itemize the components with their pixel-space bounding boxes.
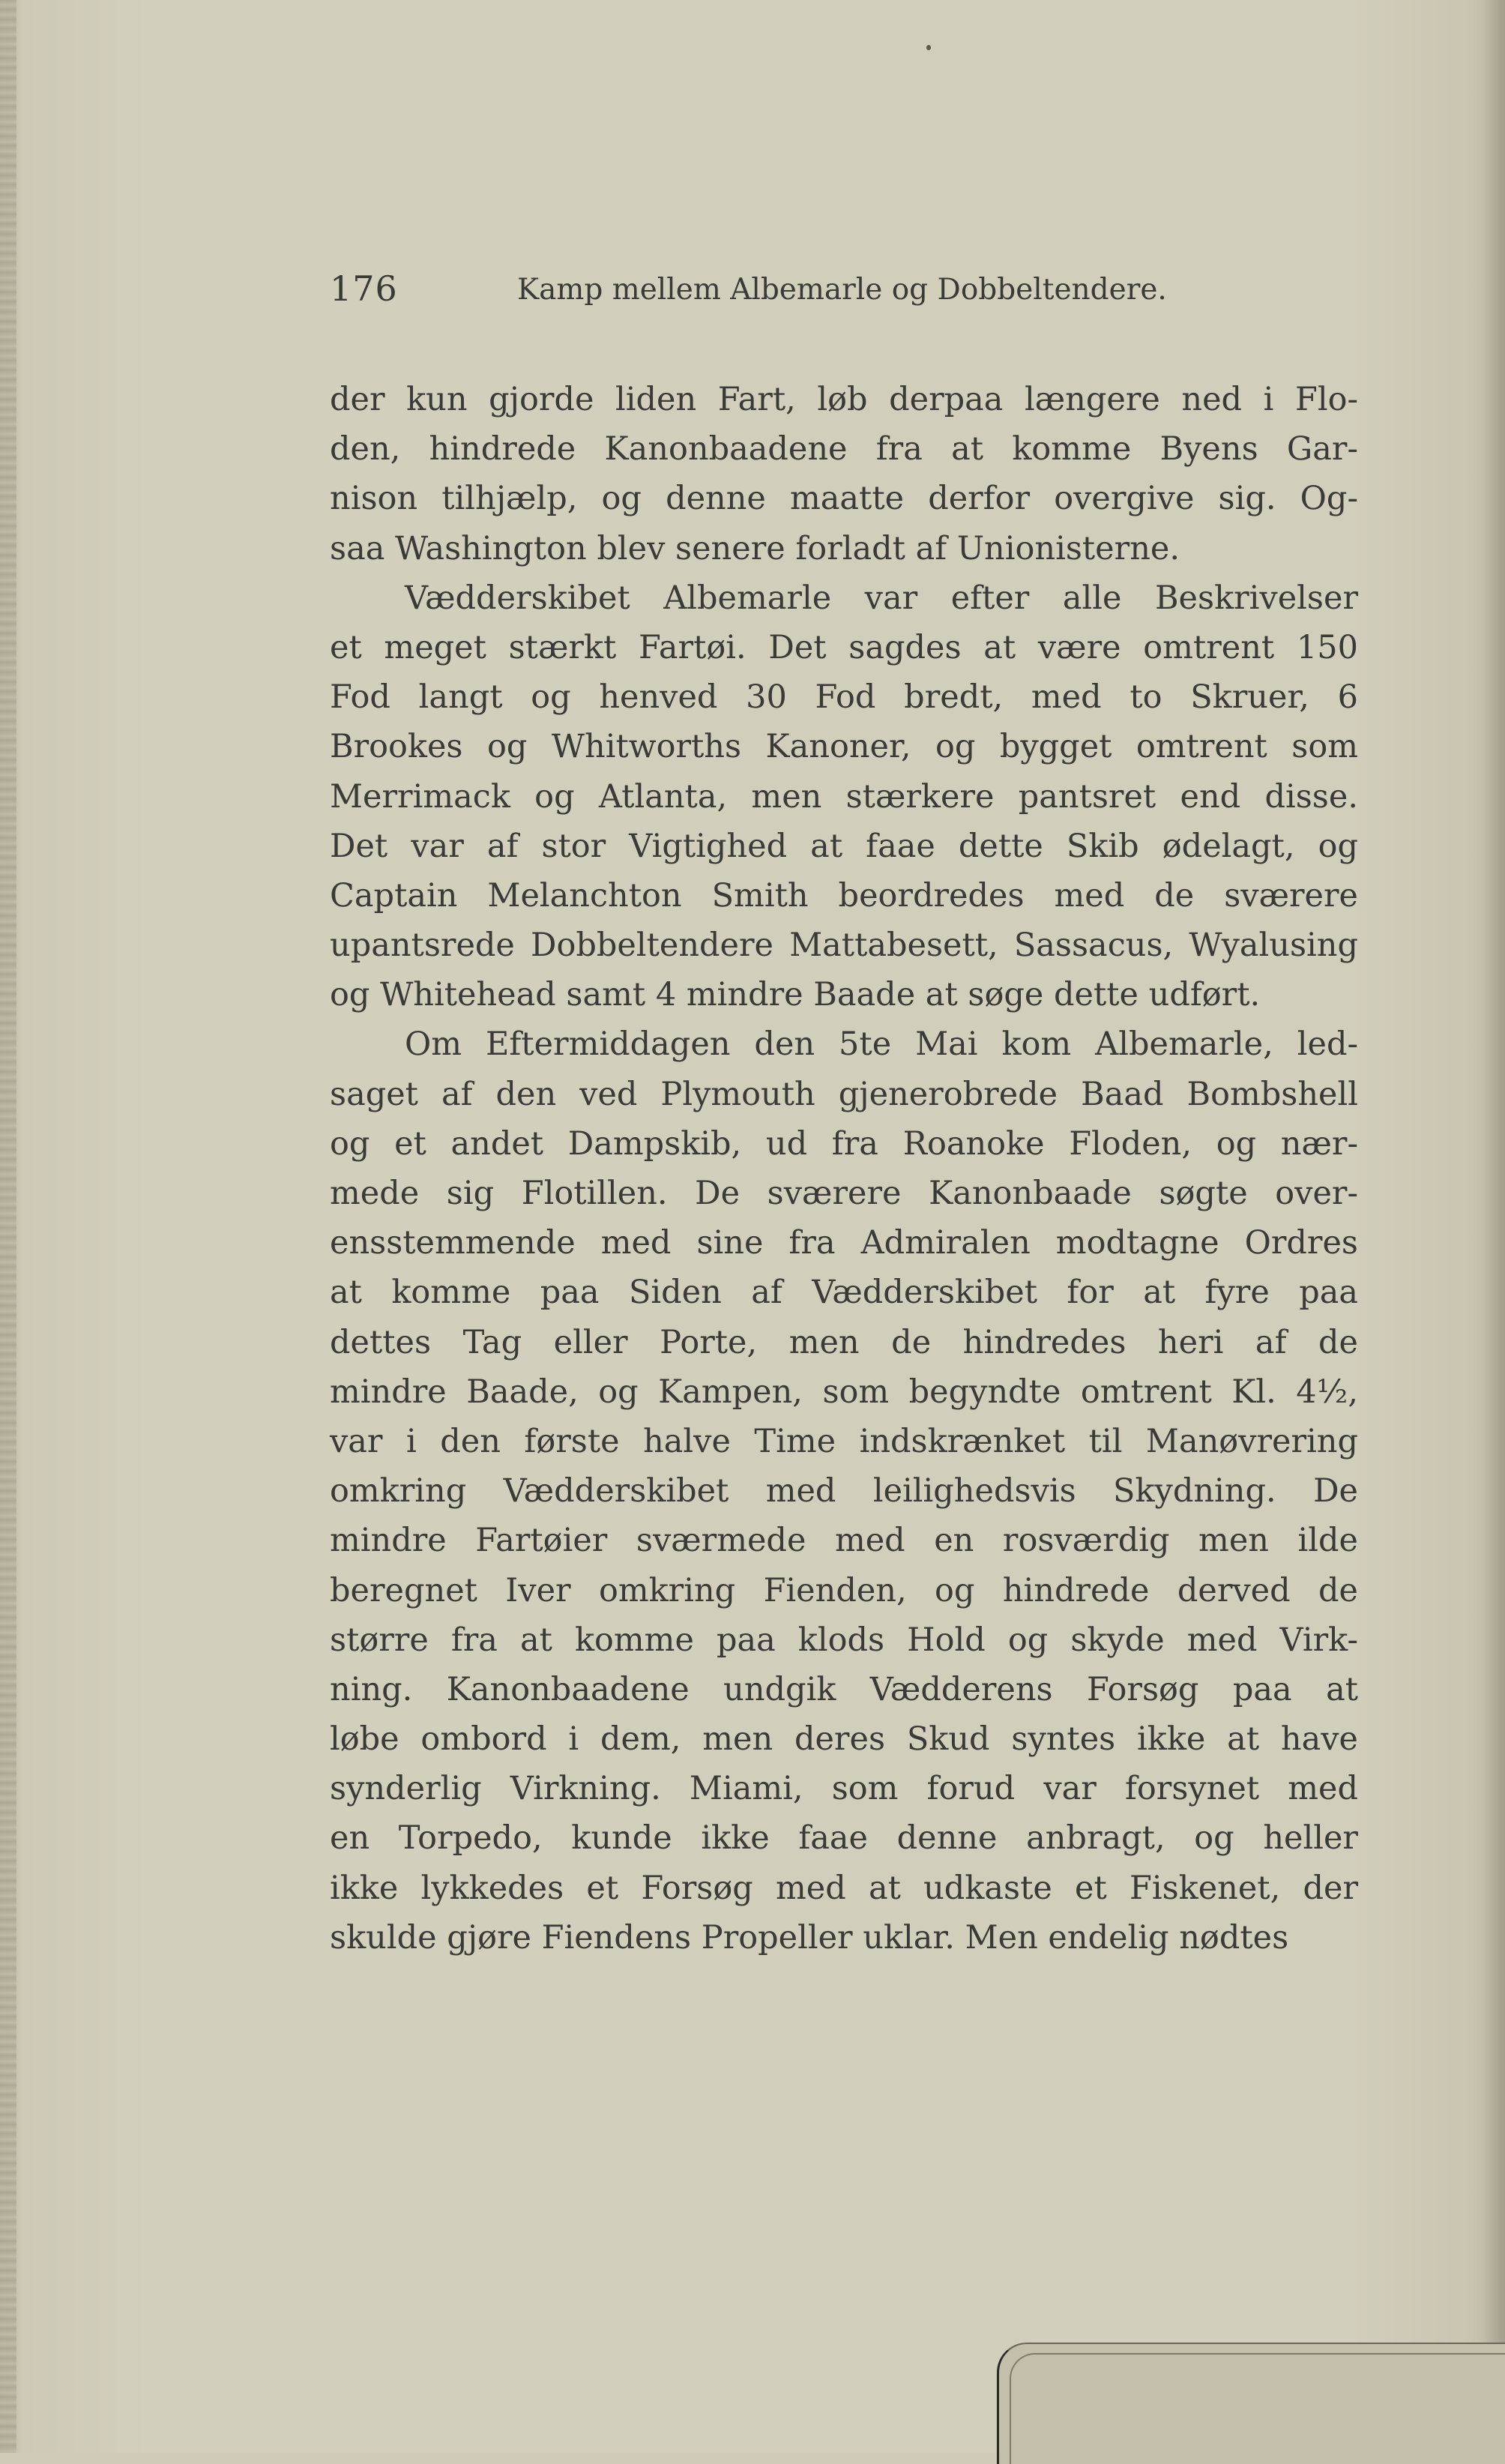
text-line: mindre Baade, og Kampen, som begyndte omtrent Kl. 4½,: [330, 1373, 1358, 1411]
page-number: 176: [330, 268, 398, 309]
text-line: ensstemmende med sine fra Admiralen modtagne Ordres: [330, 1224, 1358, 1262]
text-line: Fod langt og henved 30 Fod bredt, med to Skruer, 6: [330, 678, 1358, 717]
text-line: at komme paa Siden af Vædderskibet for at fyre paa: [330, 1274, 1358, 1312]
ink-speck: [926, 45, 931, 50]
text-line: omkring Vædderskibet med leilighedsvis Skydning. De: [330, 1472, 1358, 1510]
text-line: saa Washington blev senere forladt af Unionisterne.: [330, 529, 1180, 567]
text-line: en Torpedo, kunde ikke faae denne anbragt, og heller: [330, 1819, 1358, 1858]
text-line: og Whitehead samt 4 mindre Baade at søge dette udført.: [330, 976, 1261, 1014]
text-line: Merrimack og Atlanta, men stærkere pantsret end disse.: [330, 777, 1358, 816]
running-head: Kamp mellem Albemarle og Dobbeltendere.: [517, 273, 1167, 307]
text-line: den, hindrede Kanonbaadene fra at komme Byens Gar-: [330, 430, 1358, 469]
text-line: større fra at komme paa klods Hold og skyde med Virk-: [330, 1621, 1358, 1659]
text-line: saget af den ved Plymouth gjenerobrede Baad Bombshell: [330, 1075, 1358, 1113]
library-stamp-frame: [997, 2343, 1505, 2464]
library-stamp-inner: [1010, 2353, 1505, 2464]
text-line: der kun gjorde liden Fart, løb derpaa længere ned i Flo-: [330, 381, 1358, 418]
page-binding-edge: [0, 0, 16, 2453]
text-line: skulde gjøre Fiendens Propeller uklar. Men endelig nødtes: [330, 1918, 1289, 1957]
page-header: [330, 268, 1364, 321]
text-line: mindre Fartøier sværmede med en rosværdig men ilde: [330, 1522, 1358, 1560]
text-line: dettes Tag eller Porte, men de hindredes heri af de: [330, 1323, 1358, 1361]
text-line: upantsrede Dobbeltendere Mattabesett, Sassacus, Wyalusing: [330, 927, 1358, 965]
text-line: beregnet Iver omkring Fienden, og hindrede derved de: [330, 1571, 1358, 1609]
text-line: Det var af stor Vigtighed at faae dette Skib ødelagt, og: [330, 827, 1358, 865]
text-line: ikke lykkedes et Forsøg med at udkaste et Fiskenet, der: [330, 1869, 1358, 1907]
text-line: Brookes og Whitworths Kanoner, og bygget omtrent som: [330, 728, 1358, 766]
body-text: [330, 375, 1358, 1963]
text-line: synderlig Virkning. Miami, som forud var forsynet med: [330, 1770, 1358, 1808]
text-line: og et andet Dampskib, ud fra Roanoke Floden, og nær-: [330, 1124, 1358, 1163]
text-line: Captain Melanchton Smith beordredes med de sværere: [330, 876, 1358, 915]
text-line: nison tilhjælp, og denne maatte derfor overgive sig. Og-: [330, 480, 1358, 518]
text-line: løbe ombord i dem, men deres Skud syntes ikke at have: [330, 1720, 1358, 1759]
page-right-edge: [1483, 0, 1505, 2453]
text-line: Vædderskibet Albemarle var efter alle Beskrivelser: [405, 579, 1358, 617]
text-line: mede sig Flotillen. De sværere Kanonbaade søgte over-: [330, 1175, 1358, 1212]
text-line: ning. Kanonbaadene undgik Vædderens Forsøg paa at: [330, 1670, 1358, 1708]
text-line: var i den første halve Time indskrænket til Manøvrering: [330, 1422, 1358, 1460]
text-line: Om Eftermiddagen den 5te Mai kom Albemarle, led-: [405, 1025, 1358, 1064]
text-line: et meget stærkt Fartøi. Det sagdes at være omtrent 150: [330, 628, 1358, 666]
